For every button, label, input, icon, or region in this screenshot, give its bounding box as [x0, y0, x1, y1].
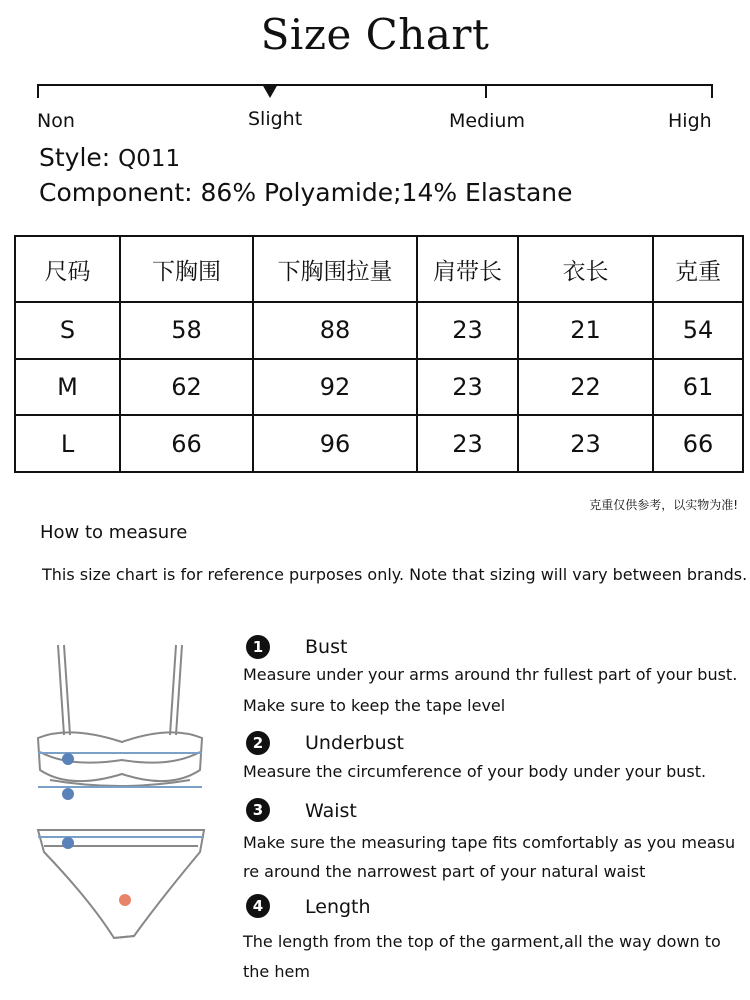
- table-cell: 66: [653, 415, 743, 472]
- step-title-bust: Bust: [305, 636, 348, 658]
- stretch-label-slight: Slight: [248, 108, 303, 130]
- weight-note: 克重仅供参考，以实物为准!: [589, 498, 738, 512]
- step-title-length: Length: [305, 896, 371, 918]
- table-header-cell: 克重: [653, 236, 743, 302]
- step-text: Measure under your arms around thr fullest part of your bust.: [243, 665, 738, 684]
- step-text: The length from the top of the garment,all the way down to: [243, 932, 721, 951]
- style-line: [39, 143, 180, 172]
- table-cell: L: [15, 415, 120, 472]
- stretch-scale-line: [37, 84, 713, 86]
- table-cell: 23: [417, 359, 518, 416]
- step-text: Make sure to keep the tape level: [243, 696, 506, 715]
- step-text: Measure the circumference of your body under your bust.: [243, 762, 707, 781]
- table-header-row: [15, 236, 743, 302]
- step-number-badge: 1: [246, 635, 270, 659]
- table-header-cell: 肩带长: [417, 236, 518, 302]
- table-row: [15, 302, 743, 359]
- step-text: re around the narrowest part of your natural waist: [243, 862, 646, 881]
- scale-tick: [37, 84, 39, 98]
- table-cell: S: [15, 302, 120, 359]
- measure-heading: How to measure: [40, 522, 188, 543]
- table-cell: 21: [518, 302, 653, 359]
- component-text: Component: 86% Polyamide;14% Elastane: [39, 178, 573, 207]
- table-cell: 61: [653, 359, 743, 416]
- table-cell: 23: [417, 415, 518, 472]
- scale-tick: [485, 84, 487, 98]
- table-header-cell: 尺码: [15, 236, 120, 302]
- table-cell: 54: [653, 302, 743, 359]
- step-text: the hem: [243, 962, 310, 981]
- step-title-underbust: Underbust: [305, 732, 404, 754]
- step-number-badge: 4: [246, 894, 270, 918]
- step-number-badge: 3: [246, 798, 270, 822]
- table-cell: 66: [120, 415, 253, 472]
- table-cell: 96: [253, 415, 417, 472]
- stretch-label-medium: Medium: [449, 110, 525, 132]
- table-row: [15, 415, 743, 472]
- table-header-cell: 下胸围拉量: [253, 236, 417, 302]
- table-cell: 92: [253, 359, 417, 416]
- step-title-waist: Waist: [305, 800, 357, 822]
- table-cell: M: [15, 359, 120, 416]
- bikini-illustration-icon: [30, 640, 220, 970]
- step-text: Make sure the measuring tape fits comfortably as you measu: [243, 833, 736, 852]
- stretch-label-non: Non: [37, 110, 75, 132]
- table-cell: 23: [417, 302, 518, 359]
- page-title: Size Chart: [260, 10, 490, 59]
- table-cell: 58: [120, 302, 253, 359]
- table-cell: 22: [518, 359, 653, 416]
- stretch-label-high: High: [668, 110, 712, 132]
- table-cell: 62: [120, 359, 253, 416]
- style-label: Style:: [39, 143, 111, 172]
- table-cell: 23: [518, 415, 653, 472]
- table-header-cell: 衣长: [518, 236, 653, 302]
- table-header-cell: 下胸围: [120, 236, 253, 302]
- size-table: [14, 235, 744, 473]
- step-number-badge: 2: [246, 731, 270, 755]
- stretch-pointer-icon: [262, 84, 278, 98]
- scale-tick: [711, 84, 713, 98]
- style-value: Q011: [118, 146, 181, 172]
- table-cell: 88: [253, 302, 417, 359]
- table-row: [15, 359, 743, 416]
- disclaimer-text: This size chart is for reference purposes only. Note that sizing will vary between brands.: [42, 565, 748, 584]
